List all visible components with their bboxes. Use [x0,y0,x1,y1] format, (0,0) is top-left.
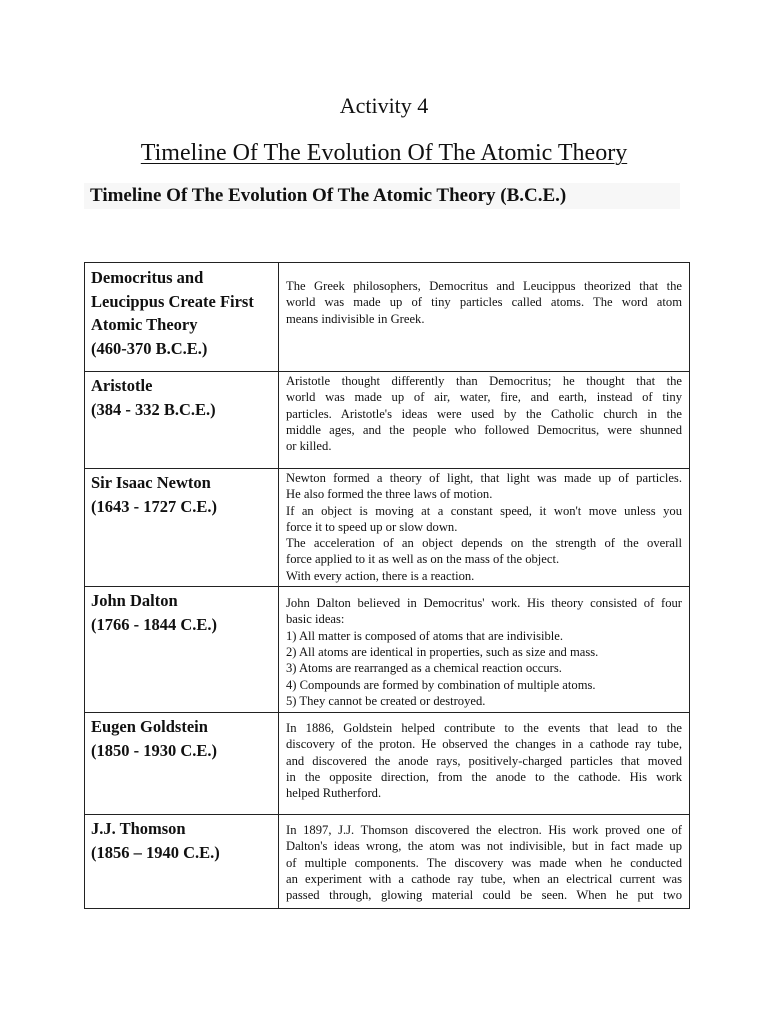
timeline-row-democritus [85,263,690,372]
scientist-name-line: John Dalton [91,591,178,611]
scientist-dates: (384 - 332 B.C.E.) [91,399,216,419]
scientist-name-line: Atomic Theory [91,315,198,334]
description-line: With every action, there is a reaction. [286,568,475,583]
scientist-dates: (1766 - 1844 C.E.) [91,614,218,634]
timeline-row-goldstein [85,713,690,815]
description-cell [279,713,690,815]
description-line: He also formed the three laws of motion. [286,487,493,502]
scientist-name-cell [85,469,279,587]
scientist-name-cell [85,815,279,909]
description-line: force it to speed up or slow down. [286,519,458,534]
description-line: Aristotle thought differently than Democritus; he thought that the [286,374,682,388]
description-cell [279,469,690,587]
scientist-dates: (460-370 B.C.E.) [91,338,208,358]
table-heading: Timeline Of The Evolution Of The Atomic Theory (B.C.E.) [84,183,680,209]
description-line: passed through, glowing material could be seen. When he put two [286,888,682,903]
description-line: Dalton's ideas wrong, the atom was not indivisible, but in fact made up [286,839,682,854]
activity-heading: Activity 4 [339,93,429,118]
description-cell [279,587,690,713]
scientist-name-line: Leucippus Create First [91,291,254,311]
scientist-name-line: J.J. Thomson [91,819,186,839]
scientist-name-line: Democritus and [91,268,204,287]
description-line: If an object is moving at a constant speed, it won't move unless you [286,503,682,518]
description-line: 3) Atoms are rearranged as a chemical reaction occurs. [286,661,562,676]
description-line: basic ideas: [286,612,345,627]
description-line: In 1897, J.J. Thomson discovered the electron. His work proved one of [286,823,682,838]
description-line: world was made up of tiny particles called atoms. The word atom [286,295,682,310]
description-line: helped Rutherford. [286,786,382,801]
description-line: in the opposite direction, from the anode to the cathode. His work [286,769,682,784]
description-line: an experiment with a cathode ray tube, when an electrical current was [286,871,682,886]
scientist-name-line: Sir Isaac Newton [91,473,211,492]
description-line: Newton formed a theory of light, that light was made up of particles. [286,471,682,485]
description-line: The Greek philosophers, Democritus and Leucippus theorized that the [286,279,682,293]
timeline-row-thomson [85,815,690,909]
scientist-name-cell [85,263,279,372]
description-line: 4) Compounds are formed by combination of multiple atoms. [286,677,596,692]
description-cell [279,263,690,372]
description-line: discovery of the proton. He observed the changes in a cathode ray tube, [286,737,682,752]
description-line: means indivisible in Greek. [286,311,425,326]
timeline-row-newton [85,469,690,587]
description-line: particles. Aristotle's ideas were used by the Catholic church in the [286,406,682,421]
description-line: and discovered the anode rays, positively-charged particles that moved [286,753,682,768]
scientist-name-line: Eugen Goldstein [91,717,208,737]
scientist-name-cell [85,372,279,469]
description-line: 2) All atoms are identical in properties, such as size and mass. [286,644,599,659]
scientist-name-cell [85,587,279,713]
timeline-row-aristotle [85,372,690,469]
description-line: 1) All matter is composed of atoms that are indivisible. [286,628,564,643]
description-line: 5) They cannot be created or destroyed. [286,693,486,708]
scientist-name-cell [85,713,279,815]
description-line: The acceleration of an object depends on the strength of the overall [286,536,682,551]
scientist-dates: (1643 - 1727 C.E.) [91,496,218,516]
page-title: Timeline Of The Evolution Of The Atomic Theory [140,140,628,166]
timeline-table-body [85,263,690,909]
description-line: of multiple components. The discovery was made when he conducted [286,855,682,870]
timeline-table [84,262,690,909]
scientist-dates: (1856 – 1940 C.E.) [91,842,220,862]
description-line: In 1886, Goldstein helped contribute to the events that lead to the [286,721,682,736]
description-line: world was made up of air, water, fire, and earth, instead of tiny [286,390,682,405]
scientist-name-line: Aristotle [91,376,153,395]
description-cell [279,815,690,909]
description-line: force applied to it as well as on the mass of the object. [286,552,560,567]
scientist-dates: (1850 - 1930 C.E.) [91,740,218,760]
description-line: or killed. [286,439,332,454]
description-line: middle ages, and the people who followed Democritus, were shunned [286,422,682,437]
description-line: John Dalton believed in Democritus' work. His theory consisted of four [286,596,682,611]
description-cell [279,372,690,469]
timeline-row-dalton [85,587,690,713]
